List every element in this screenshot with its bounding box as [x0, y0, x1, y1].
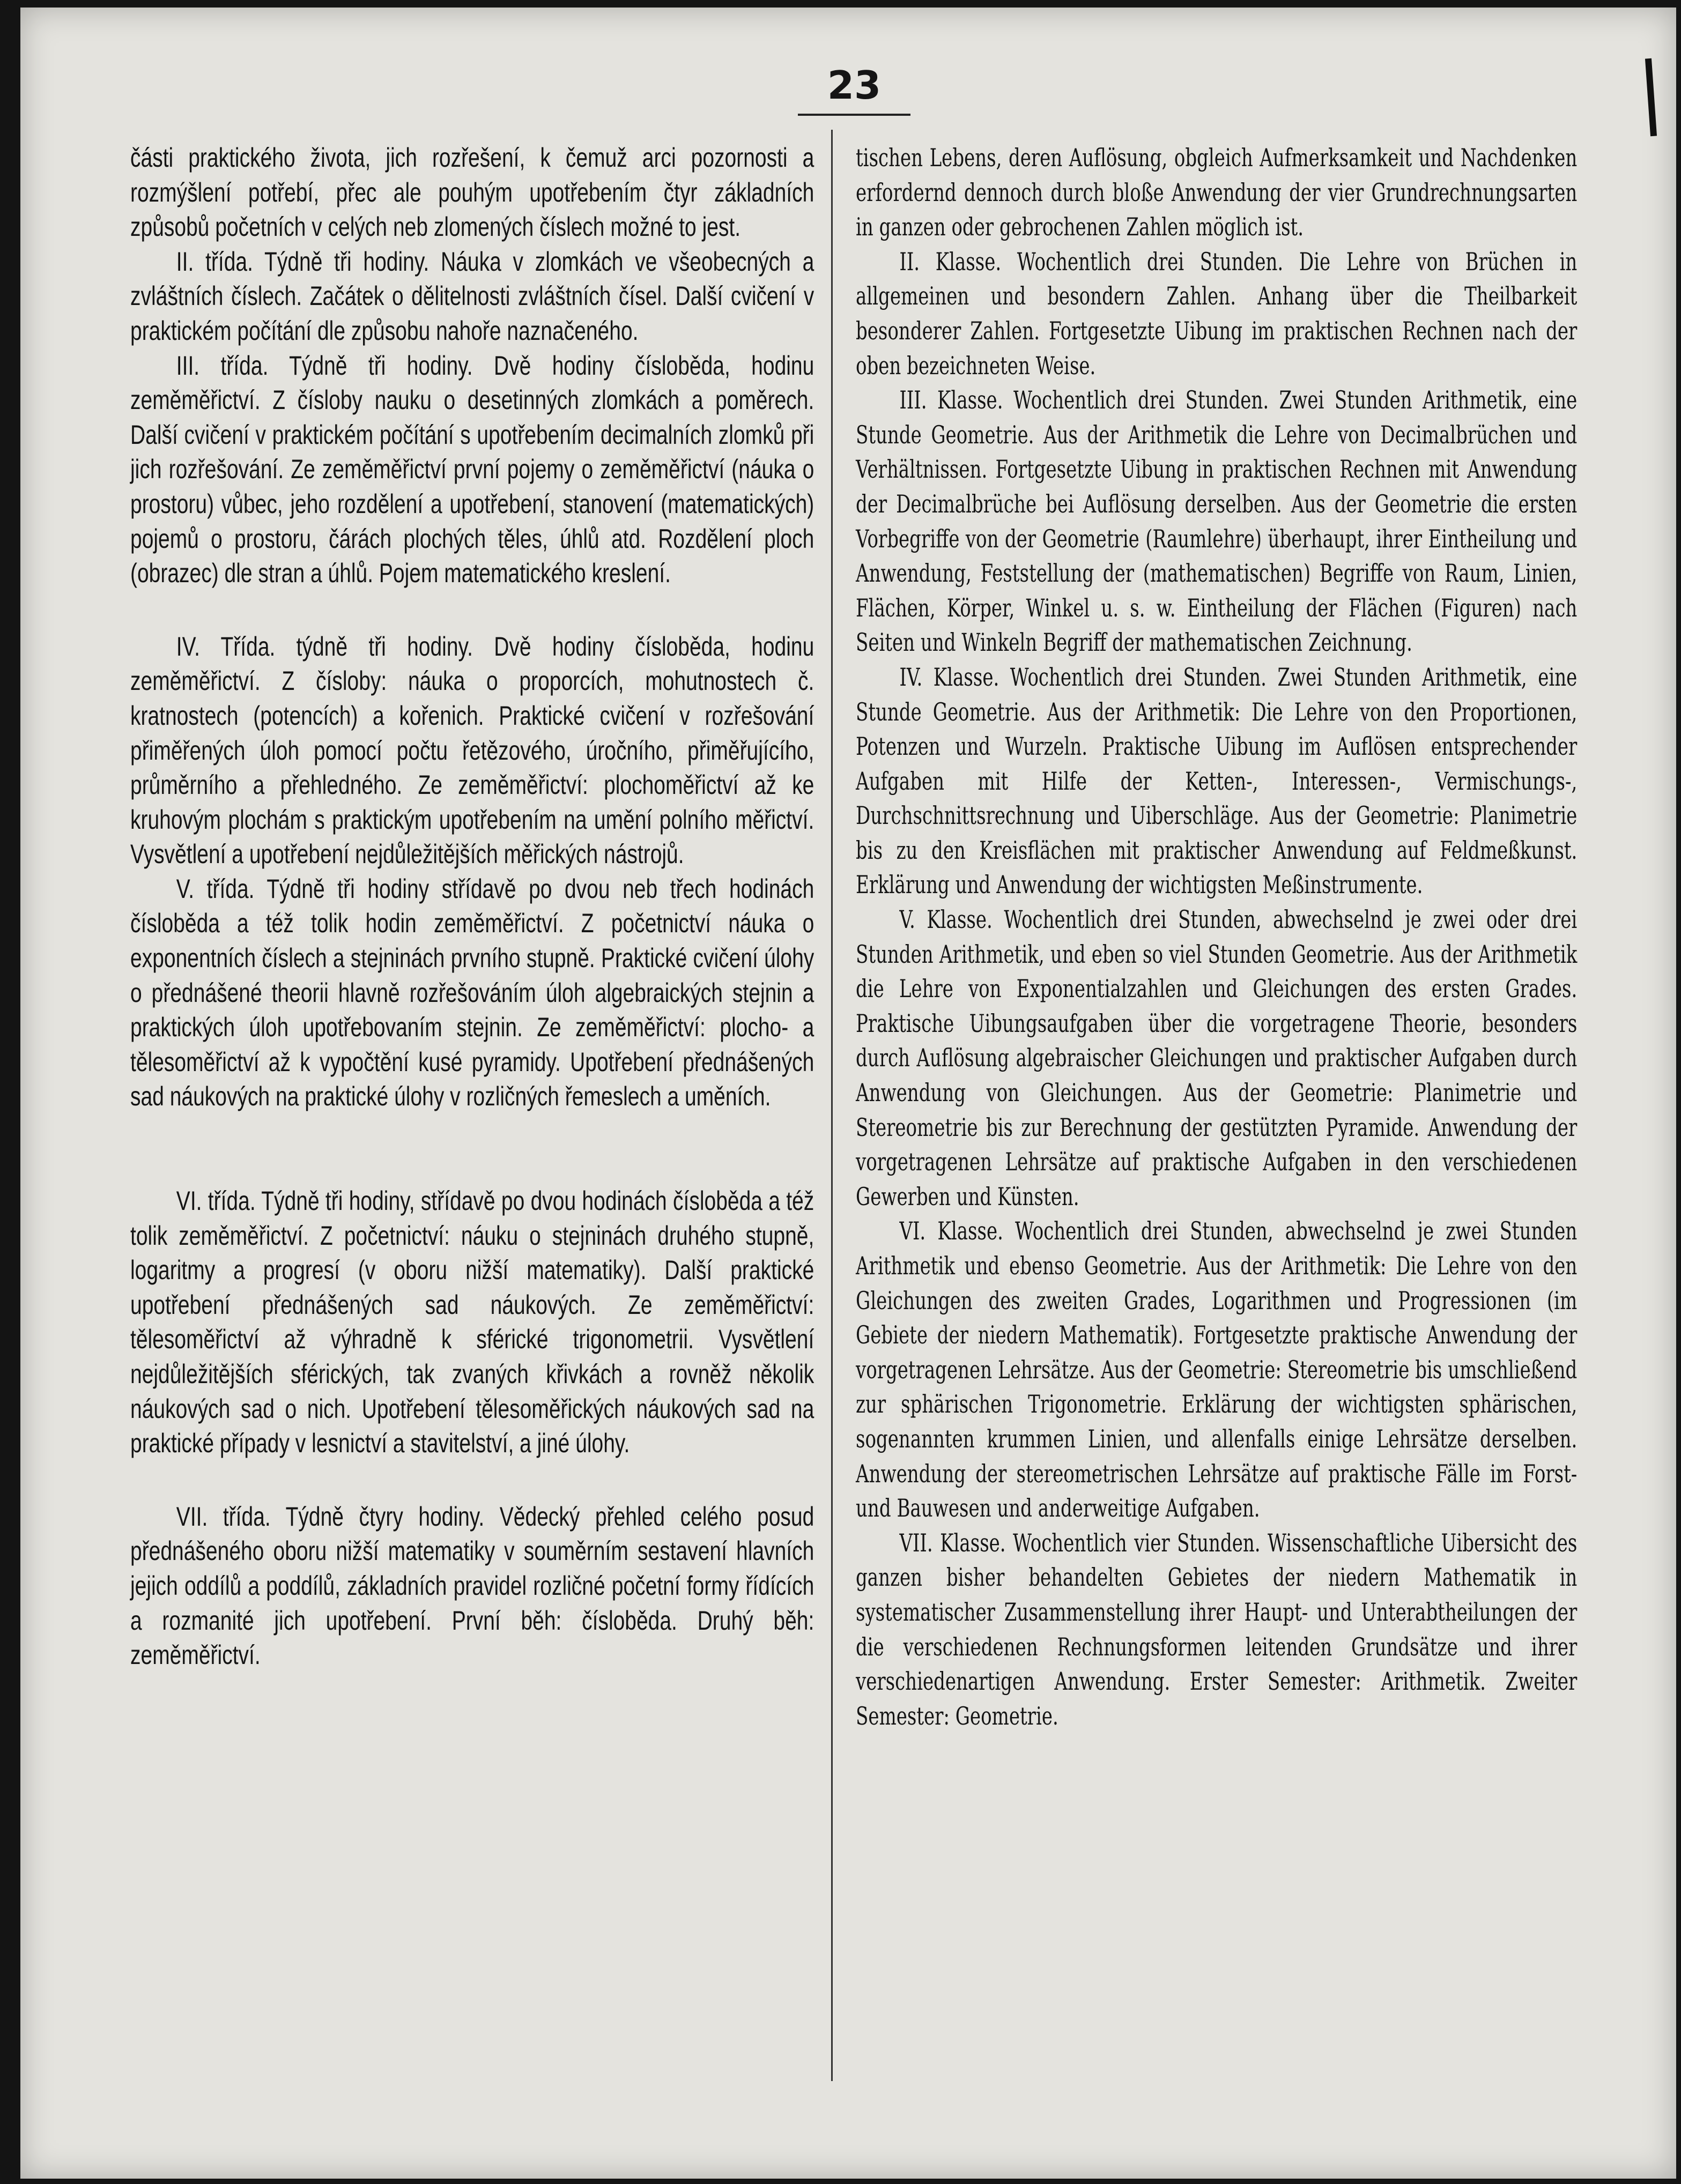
german-paragraph-class-3: III. Klasse. Wochentlich drei Stunden. Zwei Stunden Arithmetik, eine Stunde Geometrie. Aus der Arithmetik die Lehre von Decimalbrüchen und Verhältnissen. Fortgesetzte Uibung in praktischen Rechnen mit Anwendung der Decimalbrüche bei Auflösung derselben. Aus der Geometrie die ersten Vorbegriffe von der Geometrie (Raumlehre) überhaupt, ihrer Eintheilung und Anwendung, Feststellung der (mathematischen) Begriffe von Raum, Linien, Flächen, Körper, Winkel u. s. w. Eintheilung der Flächen (Figuren) nach Seiten und Winkeln Begriff der mathematischen Zeichnung.: [856, 385, 1578, 657]
page-edge-mark: [1645, 58, 1657, 136]
german-paragraph-class-4: IV. Klasse. Wochentlich drei Stunden. Zwei Stunden Arithmetik, eine Stunde Geometrie. Aus der Arithmetik: Die Lehre von den Proportionen, Potenzen und Wurzeln. Praktische Uibung im Auflösen entsprechender Aufgaben mit Hilfe der Ketten-, Interessen-, Vermischungs-, Durchschnittsrechnung und Uiberschläge. Aus der Geometrie: Planimetrie bis zu den Kreisflächen mit praktischer Anwendung auf Feldmeßkunst. Erklärung und Anwendung der wichtigsten Meßinstrumente.: [856, 662, 1578, 900]
czech-paragraph-class-3: III. třída. Týdně tři hodiny. Dvě hodiny čísloběda, hodinu zeměměřictví. Z čísloby nauku o desetinných zlomkách a poměrech. Další cvičení v praktickém počítání s upotřebením decimalních zlomků při jich rozřešování. Ze zeměměřictví první pojemy o zeměměřictví (náuka o prostoru) vůbec, jeho rozdělení a upotřebení, stanovení (matematických) pojemů o prostoru, čárách plochých těles, úhlů atd. Rozdělení ploch (obrazec) dle stran a úhlů. Pojem matematického kreslení.: [130, 350, 814, 589]
czech-paragraph-class-2: II. třída. Týdně tři hodiny. Náuka v zlomkách ve všeobecných a zvláštních číslech. Začátek o dělitelnosti zvláštních čísel. Další cvičení v praktickém počítání dle způsobu nahoře naznačeného.: [130, 246, 814, 346]
czech-column: [130, 140, 814, 1673]
german-paragraph-continuation: tischen Lebens, deren Auflösung, obgleich Aufmerksamkeit und Nachdenken erfordernd dennoch durch bloße Anwendung der vier Grundrechnungsarten in ganzen oder gebrochenen Zahlen möglich ist.: [856, 143, 1578, 242]
page-number: 23: [827, 63, 882, 108]
german-paragraph-class-6: VI. Klasse. Wochentlich drei Stunden, abwechselnd je zwei Stunden Arithmetik und ebenso Geometrie. Aus der Arithmetik: Die Lehre von den Gleichungen des zweiten Grades, Logarithmen und Progressionen (im Gebiete der niedern Mathematik). Fortgesetzte praktische Anwendung der vorgetragenen Lehrsätze. Aus der Geometrie: Stereometrie bis umschließend zur sphärischen Trigonometrie. Erklärung der wichtigsten sphärischen, sogenannten krummen Linien, und allenfalls einige Lehrsätze derselben. Anwendung der stereometrischen Lehrsätze auf praktische Fälle im Forst- und Bauwesen und anderweitige Aufgaben.: [856, 1216, 1578, 1523]
czech-paragraph-class-5: V. třída. Týdně tři hodiny střídavě po dvou neb třech hodinách čísloběda a též tolik hodin zeměměřictví. Z početnictví náuka o exponentních číslech a stejninách prvního stupně. Praktické cvičení úlohy o přednášené theorii hlavně rozřešováním úloh algebraických stejnin a praktických úloh upotřebovaním stejnin. Ze zeměměřictví: plocho- a tělesoměřictví až k vypočtění kusé pyramidy. Upotřebení přednášených sad náukových na praktické úlohy v rozličných řemeslech a uměních.: [130, 873, 814, 1112]
german-column: [856, 140, 1578, 1733]
german-paragraph-class-7: VII. Klasse. Wochentlich vier Stunden. Wissenschaftliche Uibersicht des ganzen bisher behandelten Gebietes der niedern Mathematik in systematischer Zusammenstellung ihrer Haupt- und Unterabtheilungen der die verschiedenen Rechnungsformen leitenden Grundsätze und ihrer verschiedenartigen Anwendung. Erster Semester: Arithmetik. Zweiter Semester: Geometrie.: [856, 1528, 1578, 1730]
czech-paragraph-class-6: VI. třída. Týdně tři hodiny, střídavě po dvou hodinách čísloběda a též tolik zeměměřictví. Z početnictví: náuku o stejninách druhého stupně, logaritmy a progresí (v oboru nižší matematiky). Další praktické upotřebení přednášených sad náukových. Ze zeměměřictví: tělesoměřictví až výhradně k sférické trigonometrii. Vysvětlení nejdůležitějších sférických, tak zvaných křivkách a rovněž několik náukových sad o nich. Upotřebení tělesoměřických náukových sad na praktické případy v lesnictví a stavitelství, a jiné úlohy.: [130, 1186, 814, 1459]
czech-paragraph-class-7: VII. třída. Týdně čtyry hodiny. Vědecký přehled celého posud přednášeného oboru nižší matematiky v souměrním sestavení hlavních jejich oddílů a poddílů, základních pravidel rozličné početní formy řídících a rozmanité jich upotřebení. První běh: čísloběda. Druhý běh: zeměměřictví.: [130, 1501, 814, 1670]
page-number-rule: [798, 114, 910, 116]
book-page: [20, 8, 1676, 2179]
german-paragraph-class-2: II. Klasse. Wochentlich drei Stunden. Die Lehre von Brüchen in allgemeinen und besondern Zahlen. Anhang über die Theilbarkeit besonderer Zahlen. Fortgesetzte Uibung im praktischen Rechnen nach der oben bezeichneten Weise.: [856, 247, 1578, 380]
german-paragraph-class-5: V. Klasse. Wochentlich drei Stunden, abwechselnd je zwei oder drei Stunden Arithmetik, und eben so viel Stunden Geometrie. Aus der Arithmetik die Lehre von Exponentialzahlen und Gleichungen des ersten Grades. Praktische Uibungsaufgaben über die vorgetragene Theorie, besonders durch Auflösung algebraischer Gleichungen und praktischer Aufgaben durch Anwendung von Gleichungen. Aus der Geometrie: Planimetrie und Stereometrie bis zur Berechnung der gestützten Pyramide. Anwendung der vorgetragenen Lehrsätze auf praktische Aufgaben in den verschiedenen Gewerben und Künsten.: [856, 905, 1578, 1211]
column-divider: [831, 130, 833, 2081]
czech-paragraph-class-4: IV. Třída. týdně tři hodiny. Dvě hodiny čísloběda, hodinu zeměměřictví. Z čísloby: náuka o proporcích, mohutnostech č. kratnostech (potencích) a kořenich. Praktické cvičení v rozřešování přiměřených úloh pomocí počtu řetězového, úročního, přiměřujícího, průměrního a přehledného. Ze zeměměřictví: plochoměřictví až ke kruhovým plochám s praktickým upotřebením na umění polního měřictví. Vysvětlení a upotřebení nejdůležitějších měřických nástrojů.: [130, 631, 814, 870]
czech-paragraph-continuation: části praktického života, jich rozřešení, k čemuž arci pozornosti a rozmýšlení potřebí, přec ale pouhým upotřebením čtyr základních způsobů početních v celých neb zlomených číslech možné to jest.: [130, 143, 814, 242]
